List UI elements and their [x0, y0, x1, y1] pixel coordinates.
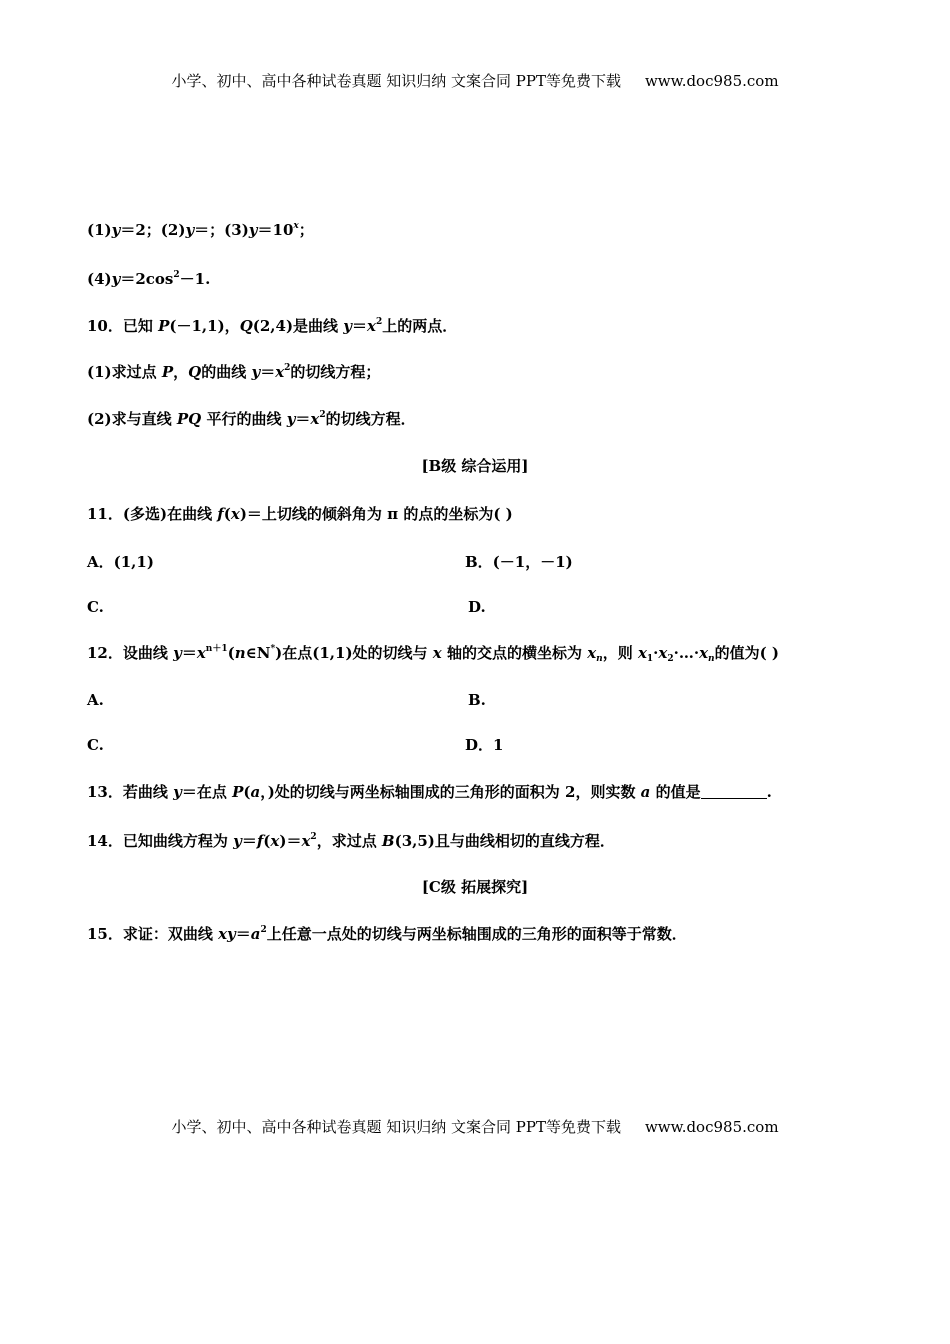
footer-text: 小学、初中、高中各种试卷真题 知识归纳 文案合同 PPT等免费下载: [171, 1118, 621, 1136]
q11-option-c: C.: [87, 598, 104, 616]
header-text: 小学、初中、高中各种试卷真题 知识归纳 文案合同 PPT等免费下载: [171, 72, 621, 90]
page-footer: [0, 1116, 950, 1137]
q11-option-b: B．(－1，－1): [465, 553, 573, 571]
q12-option-b: B.: [468, 691, 486, 709]
q12-option-c: C.: [87, 736, 104, 754]
q11-option-d: D.: [468, 598, 486, 616]
answer-line-2: $(4)y=2\cos^2-1$.: [87, 270, 211, 288]
footer-url: www.doc985.com: [644, 1118, 779, 1136]
question-13: 13．若曲线 y＝在点 P(a，)处的切线与两坐标轴围成的三角形的面积为 2，则实数 a 的值是 .: [87, 783, 772, 801]
question-12: 12．设曲线 $y=x^{n+1}(n\in N^*)$在点(1,1)处的切线与 x 轴的交点的横坐标为 $x_n$，则 $x_1\cdot x_2\cdot\dots\cdot x_n$的值为( ): [87, 644, 779, 664]
question-11: 11．(多选)在曲线 f(x)＝上切线的倾斜角为 π 的点的坐标为( ): [87, 505, 513, 523]
q11-option-a: A．(1,1): [87, 553, 154, 571]
answer-blank: [701, 784, 767, 799]
header-url: www.doc985.com: [644, 72, 779, 90]
q12-option-a: A.: [87, 691, 104, 709]
question-10: 10．已知 P(－1,1)，Q(2,4)是曲线 $y=x^2$上的两点．: [87, 317, 458, 335]
q12-option-d: D．1: [465, 736, 504, 754]
question-10-part-1: (1)求过点 P，Q的曲线 $y=x^2$的切线方程；: [87, 363, 381, 381]
answer-line-1: (1)y＝2；(2)y＝；$(3)y=10^x$；: [87, 221, 314, 239]
page-header: [0, 70, 950, 91]
section-b-title: [B级 综合运用]: [421, 457, 529, 475]
question-15: 15．求证：双曲线 $xy=a^2$上任意一点处的切线与两坐标轴围成的三角形的面积等于常数．: [87, 925, 687, 943]
question-14: 14．已知曲线方程为 $y=f(x)=x^2$，求过点 B(3,5)且与曲线相切的直线方程．: [87, 832, 615, 850]
section-c-title: [C级 拓展探究]: [421, 878, 529, 896]
question-10-part-2: (2)求与直线 PQ 平行的曲线 $y=x^2$的切线方程．: [87, 410, 416, 428]
